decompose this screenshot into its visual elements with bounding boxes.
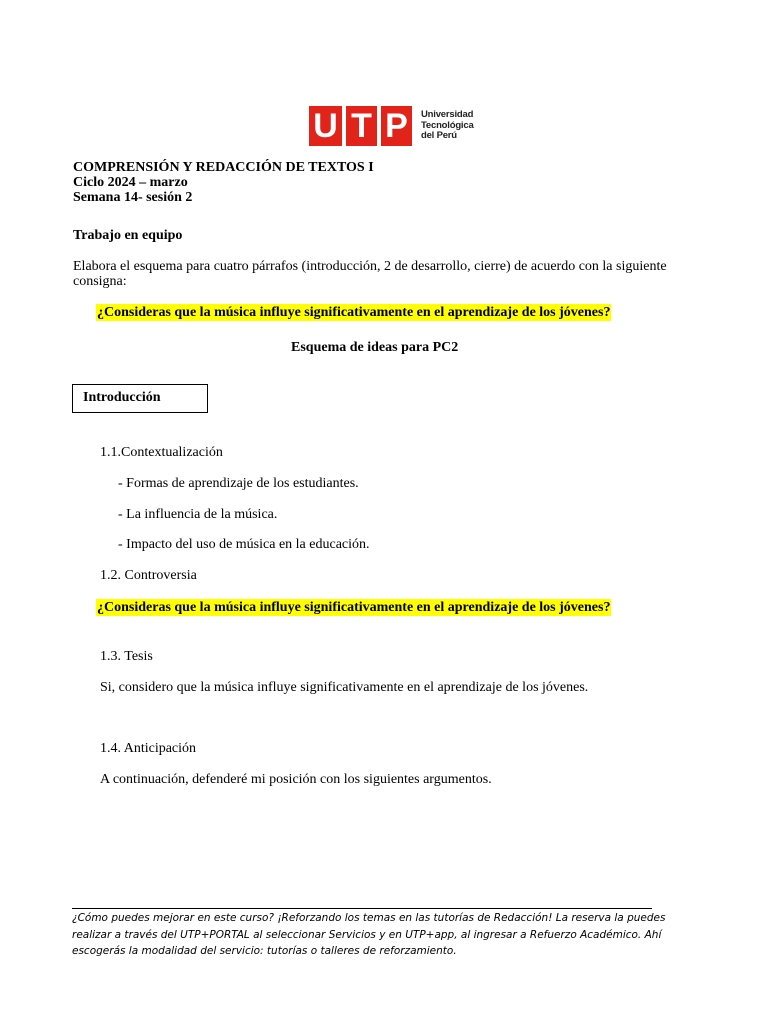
logo-university-name: Universidad Tecnológica del Perú	[421, 109, 474, 142]
controversy-heading: 1.2. Controversia	[100, 568, 197, 583]
course-title: COMPRENSIÓN Y REDACCIÓN DE TEXTOS I	[73, 160, 374, 175]
instructions-line-2: consigna:	[73, 274, 127, 289]
course-week: Semana 14- sesión 2	[73, 190, 193, 205]
anticipation-heading: 1.4. Anticipación	[100, 741, 197, 756]
footer-note: ¿Cómo puedes mejorar en este curso? ¡Reforzando los temas en las tutorías de Redacción! La reserva la puedes realizar a través del UTP+PORTAL al seleccionar Servicios y en UTP+app, al ingresar a Refuerzo Académico. Ahí escogerás la modalidad del servicio: tutorías o talleres de reforzamiento.	[72, 912, 666, 957]
thesis-text: Si, considero que la música influye significativamente en el aprendizaje de los jóvenes.	[100, 680, 589, 695]
section-introduction-label: Introducción	[83, 390, 161, 405]
logo-letter-u: U	[309, 106, 342, 146]
contextualization-item: - Impacto del uso de música en la educación.	[118, 537, 370, 552]
controversy-question: ¿Consideras que la música influye significativamente en el aprendizaje de los jóvenes?	[97, 600, 611, 615]
contextualization-item: - La influencia de la música.	[118, 507, 278, 522]
schema-title: Esquema de ideas para PC2	[291, 340, 459, 355]
course-cycle: Ciclo 2024 – marzo	[73, 175, 188, 190]
logo-letter-p: P	[381, 106, 412, 146]
thesis-heading: 1.3. Tesis	[100, 649, 153, 664]
anticipation-text: A continuación, defenderé mi posición con los siguientes argumentos.	[100, 772, 492, 787]
work-type: Trabajo en equipo	[73, 228, 183, 243]
logo-letter-t: T	[346, 106, 377, 146]
instructions-line-1: Elabora el esquema para cuatro párrafos (introducción, 2 de desarrollo, cierre) de acuerdo con la siguiente	[73, 259, 667, 274]
consigna-question: ¿Consideras que la música influye significativamente en el aprendizaje de los jóvenes?	[97, 305, 611, 320]
utp-logo	[309, 106, 474, 146]
footer-divider	[72, 908, 652, 909]
contextualization-heading: 1.1.Contextualización	[100, 445, 223, 460]
section-introduction-box	[72, 384, 208, 413]
contextualization-item: - Formas de aprendizaje de los estudiantes.	[118, 476, 359, 491]
